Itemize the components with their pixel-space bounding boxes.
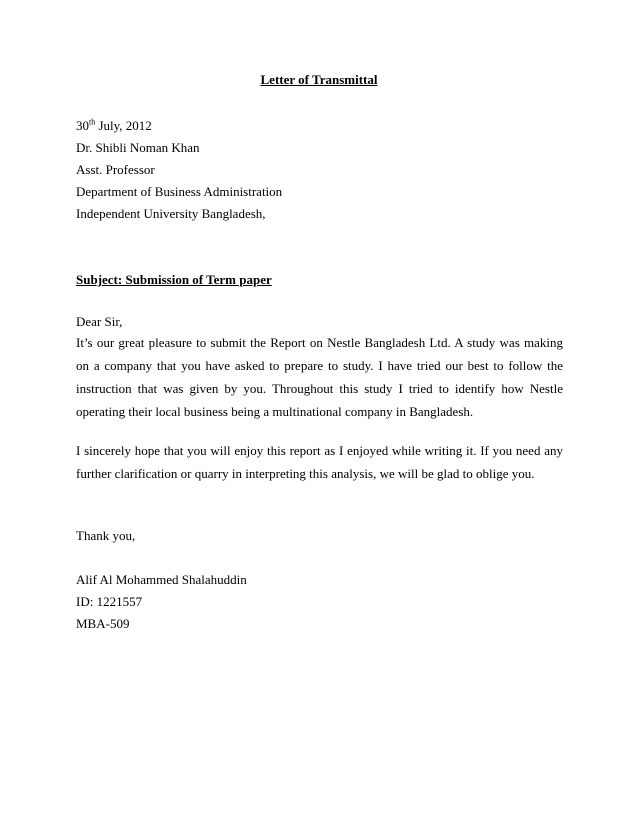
recipient-name: Dr. Shibli Noman Khan (76, 140, 200, 155)
letter-date (76, 118, 152, 134)
recipient-department: Department of Business Administration (76, 184, 283, 199)
salutation: Dear Sir, (76, 314, 123, 329)
body-paragraph-2: I sincerely hope that you will enjoy this report as I enjoyed while writing it. If you need any further clarification or quarry in interpreting this analysis, we will be glad to oblige you. (76, 443, 563, 481)
sender-id: ID: 1221557 (76, 594, 143, 609)
recipient-institution: Independent University Bangladesh, (76, 206, 266, 221)
date-suffix: th (89, 117, 96, 127)
date-day: 30 (76, 118, 89, 133)
letter-subject: Subject: Submission of Term paper (76, 272, 272, 287)
body-paragraph-1: It’s our great pleasure to submit the Report on Nestle Bangladesh Ltd. A study was making on a company that you have asked to prepare to study. I have tried our best to follow the instruction that was given by you. Throughout this study I tried to identify how Nestle operating their local business being a multinational company in Bangladesh. (76, 335, 563, 419)
page-title: Letter of Transmittal (260, 72, 378, 87)
closing: Thank you, (76, 528, 136, 543)
sender-name: Alif Al Mohammed Shalahuddin (76, 572, 247, 587)
sender-course: MBA-509 (76, 616, 130, 631)
recipient-title: Asst. Professor (76, 162, 155, 177)
date-rest: July, 2012 (95, 118, 152, 133)
